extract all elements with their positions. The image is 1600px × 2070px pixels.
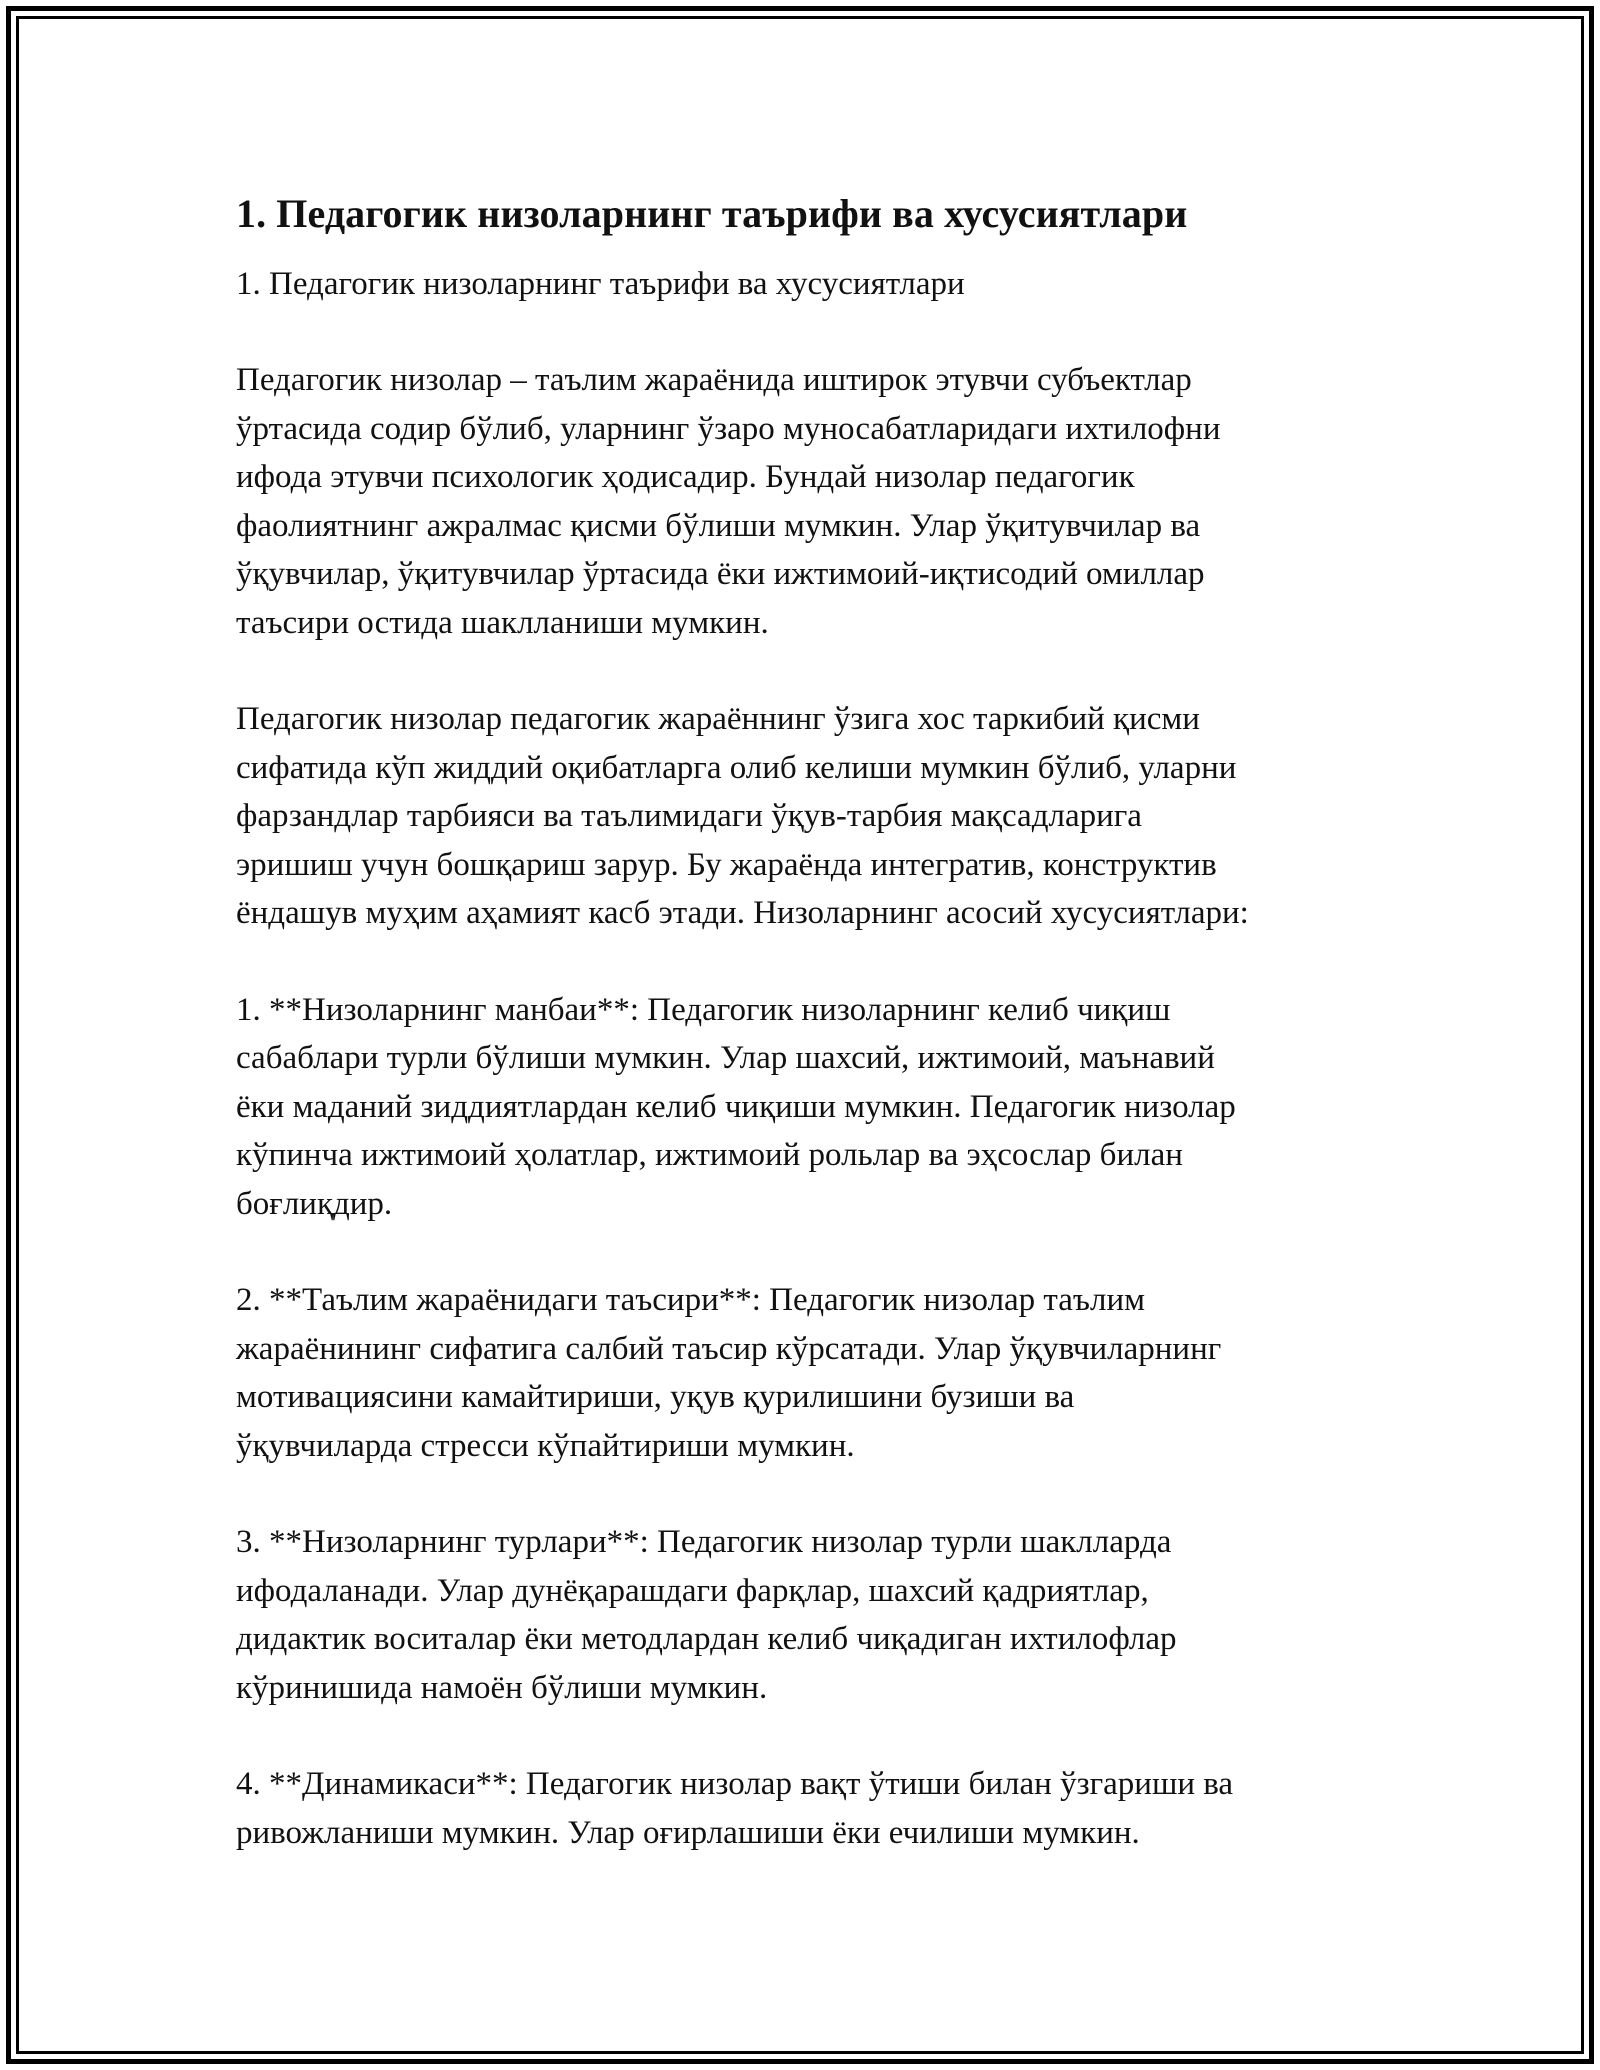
- list-item-types: 3. **Низоларнинг турлари**: Педагогик низолар турли шаклларда ифодаланади. Улар дунёқарашдаги фарқлар, шахсий қадриятлар, дидактик воситалар ёки методлардан келиб чиқадиган ихтилофлар кўринишида намоён бўлиши мумкин.: [236, 1524, 1177, 1706]
- document-subheading: 1. Педагогик низоларнинг таърифи ва хусусиятлари: [236, 266, 965, 302]
- paragraph-intro: Педагогик низолар – таълим жараёнида иштирок этувчи субъектлар ўртасида содир бўлиб, уларнинг ўзаро муносабатларидаги ихтилофни ифода этувчи психологик ҳодисадир. Бундай низолар педагогик фаолиятнинг ажралмас қисми бўлиши мумкин. Улар ўқитувчилар ва ўқувчилар, ўқитувчилар ўртасида ёки ижтимоий-иқтисодий омиллар таъсири остида шаклланиши мумкин.: [236, 362, 1221, 641]
- list-item-dynamics: 4. **Динамикаси**: Педагогик низолар вақт ўтиши билан ўзгариши ва ривожланиши мумкин. Улар оғирлашиши ёки ечилиши мумкин.: [236, 1766, 1234, 1851]
- list-item-sources: 1. **Низоларнинг манбаи**: Педагогик низоларнинг келиб чиқиш сабаблари турли бўлиши мумкин. Улар шахсий, ижтимоий, маънавий ёки маданий зиддиятлардан келиб чиқиши мумкин. Педагогик низолар кўпинча ижтимоий ҳолатлар, ижтимоий рольлар ва эҳсослар билан боғлиқдир.: [236, 991, 1236, 1222]
- paragraph-overview: Педагогик низолар педагогик жараённинг ўзига хос таркибий қисми сифатида кўп жиддий оқибатларга олиб келиши мумкин бўлиб, уларни фарзандлар тарбияси ва таълимидаги ўқув-тарбия мақсадларига эришиш учун бошқариш зарур. Бу жараёнда интегратив, конструктив ёндашув муҳим аҳамият касб этади. Низоларнинг асосий хусусиятлари:: [236, 701, 1249, 931]
- document-body: [236, 186, 1386, 1857]
- document-heading: 1. Педагогик низоларнинг таърифи ва хусусиятлари: [236, 191, 1188, 236]
- list-item-impact: 2. **Таълим жараёнидаги таъсири**: Педагогик низолар таълим жараёнининг сифатига салбий таъсир кўрсатади. Улар ўқувчиларнинг мотивациясини камайтириши, уқув қурилишини бузиши ва ўқувчиларда стресси кўпайтириши мумкин.: [236, 1282, 1222, 1464]
